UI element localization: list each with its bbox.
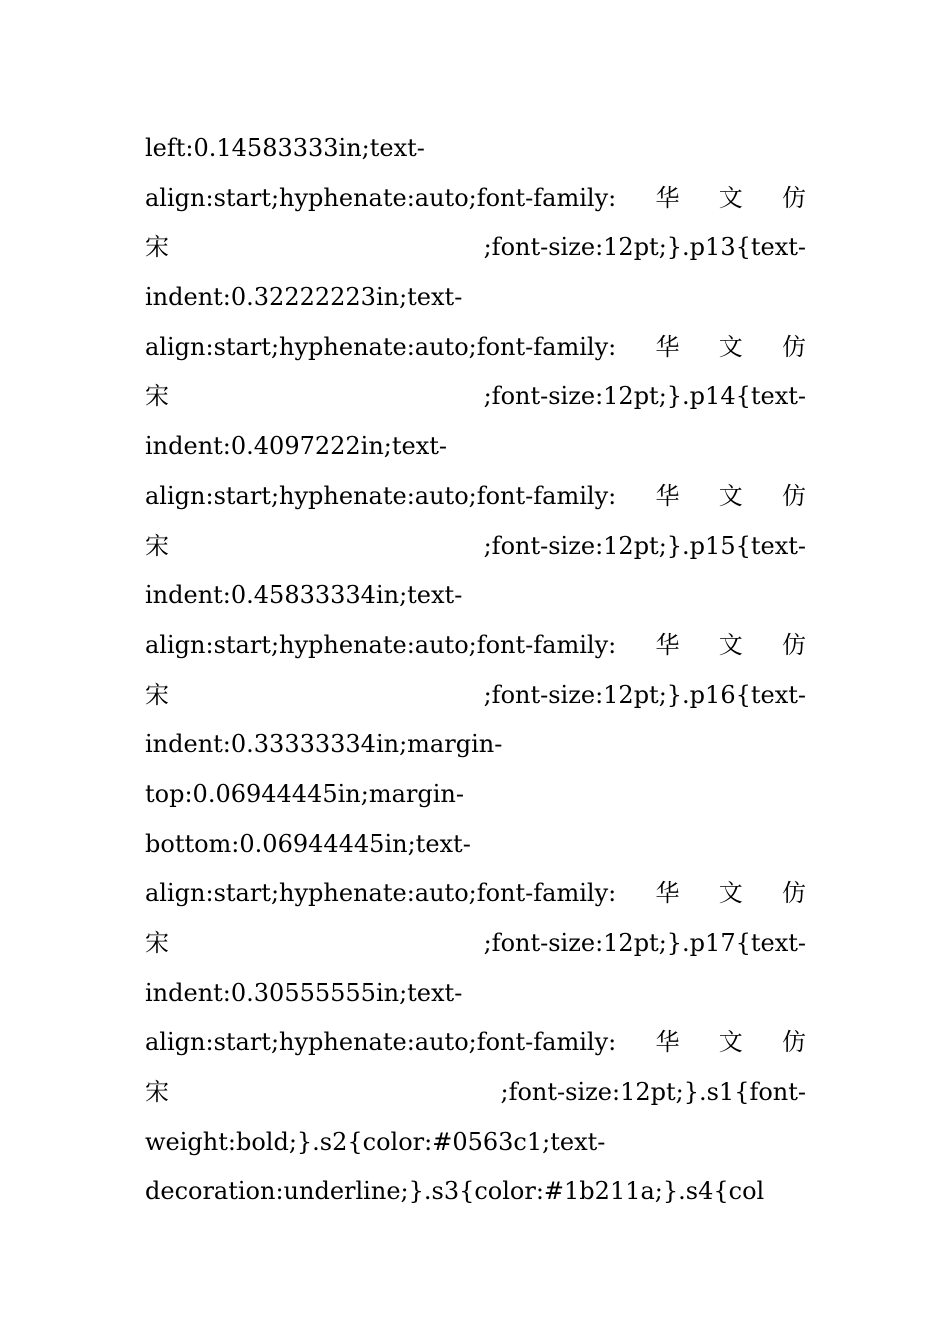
text-segment: 宋 bbox=[145, 382, 169, 411]
text-segment: align:start;hyphenate:auto;font-family: bbox=[145, 630, 617, 659]
text-line: indent:0.33333334in;margin- bbox=[145, 730, 503, 759]
text-segment: 仿 bbox=[781, 1028, 806, 1057]
text-segment: 宋 bbox=[145, 233, 169, 262]
text-line bbox=[145, 472, 806, 522]
text-line bbox=[145, 223, 806, 273]
text-segment: ;font-size:12pt;}.p17{text- bbox=[483, 929, 806, 957]
text-segment: 华 bbox=[655, 183, 680, 212]
text-segment: 仿 bbox=[781, 630, 806, 659]
text-segment: 宋 bbox=[145, 531, 169, 560]
text-segment: 仿 bbox=[781, 183, 806, 212]
text-segment: ;font-size:12pt;}.p13{text- bbox=[483, 233, 806, 262]
text-line: indent:0.30555555in;text- bbox=[145, 978, 463, 1007]
text-segment: 文 bbox=[718, 481, 743, 510]
text-line: weight:bold;}.s2{color:#0563c1;text- bbox=[145, 1127, 606, 1156]
text-segment: 华 bbox=[655, 630, 680, 659]
text-line bbox=[145, 869, 806, 919]
text-segment: 仿 bbox=[781, 481, 806, 510]
document-text-block bbox=[145, 124, 806, 1217]
text-segment: ;font-size:12pt;}.p15{text- bbox=[483, 531, 806, 560]
text-line bbox=[145, 174, 806, 224]
text-segment: 文 bbox=[718, 183, 743, 212]
text-segment: 华 bbox=[655, 481, 680, 510]
text-line bbox=[145, 1018, 806, 1068]
text-line: indent:0.4097222in;text- bbox=[145, 432, 448, 461]
text-segment: 仿 bbox=[781, 879, 806, 908]
text-line bbox=[145, 621, 806, 671]
text-line bbox=[145, 1068, 806, 1118]
text-segment: 文 bbox=[718, 332, 743, 361]
text-segment: align:start;hyphenate:auto;font-family: bbox=[145, 481, 617, 510]
text-segment: align:start;hyphenate:auto;font-family: bbox=[145, 183, 617, 212]
text-line: left:0.14583333in;text- bbox=[145, 134, 425, 162]
text-segment: ;font-size:12pt;}.p14{text- bbox=[483, 382, 806, 411]
text-line: top:0.06944445in;margin- bbox=[145, 779, 464, 808]
text-segment: align:start;hyphenate:auto;font-family: bbox=[145, 879, 617, 908]
text-line: indent:0.32222223in;text- bbox=[145, 283, 463, 312]
text-segment: 华 bbox=[655, 332, 680, 361]
text-line bbox=[145, 323, 806, 373]
text-segment: 华 bbox=[655, 879, 680, 908]
text-segment: 文 bbox=[718, 630, 743, 659]
text-segment: 仿 bbox=[781, 332, 806, 361]
text-line bbox=[145, 919, 806, 969]
text-segment: 宋 bbox=[145, 1078, 169, 1107]
text-segment: 华 bbox=[655, 1028, 680, 1057]
text-segment: align:start;hyphenate:auto;font-family: bbox=[145, 1028, 617, 1057]
text-line: indent:0.45833334in;text- bbox=[145, 581, 463, 610]
text-segment: 宋 bbox=[145, 680, 169, 709]
text-segment: ;font-size:12pt;}.p16{text- bbox=[483, 680, 806, 709]
text-line bbox=[145, 671, 806, 721]
text-line bbox=[145, 522, 806, 572]
text-line: decoration:underline;}.s3{color:#1b211a;}.s4{col bbox=[145, 1177, 765, 1206]
text-segment: ;font-size:12pt;}.s1{font- bbox=[500, 1078, 806, 1107]
text-segment: 文 bbox=[718, 879, 743, 908]
text-segment: 宋 bbox=[145, 929, 169, 957]
text-segment: 文 bbox=[718, 1028, 743, 1057]
text-line: bottom:0.06944445in;text- bbox=[145, 829, 471, 858]
text-segment: align:start;hyphenate:auto;font-family: bbox=[145, 332, 617, 361]
text-line bbox=[145, 372, 806, 422]
